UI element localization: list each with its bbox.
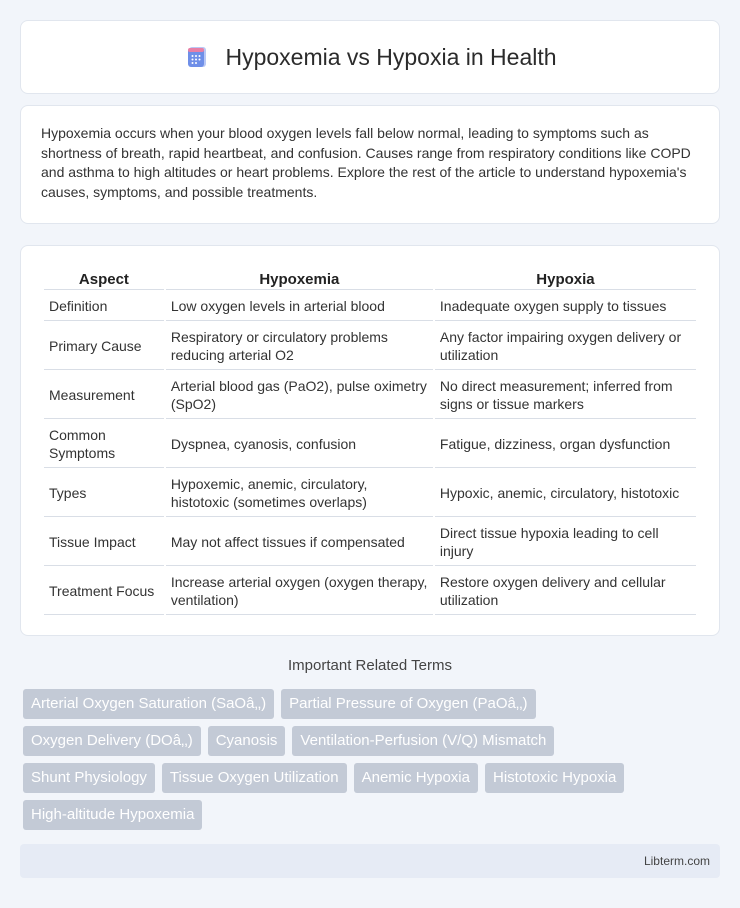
row-aspect: Tissue Impact [44,519,164,566]
row-hypoxemia: Arterial blood gas (PaO2), pulse oximetry (SpO2) [166,372,433,419]
row-hypoxemia: Respiratory or circulatory problems reducing arterial O2 [166,323,433,370]
tag-link[interactable]: Oxygen Delivery (DOâ‚‚) [23,726,201,756]
row-hypoxia: Restore oxygen delivery and cellular utilization [435,568,696,615]
table-row [44,519,696,566]
tag-link[interactable]: Arterial Oxygen Saturation (SaOâ‚‚) [23,689,274,719]
tag-link[interactable]: Tissue Oxygen Utilization [162,763,347,793]
table-row [44,292,696,321]
footer-site-link[interactable]: Libterm.com [643,854,710,868]
tag-link[interactable]: Anemic Hypoxia [354,763,478,793]
tag-link[interactable]: Partial Pressure of Oxygen (PaOâ‚‚) [281,689,535,719]
tag-row [23,689,723,719]
notebook-icon [183,43,211,71]
comparison-table [42,264,698,617]
row-hypoxemia: Low oxygen levels in arterial blood [166,292,433,321]
tag-link[interactable]: Ventilation-Perfusion (V/Q) Mismatch [292,726,554,756]
row-aspect: Primary Cause [44,323,164,370]
tag-link[interactable]: High-altitude Hypoxemia [23,800,202,830]
tag-link[interactable]: Shunt Physiology [23,763,155,793]
footer [20,844,720,878]
table-row [44,372,696,419]
header-aspect: Aspect [44,266,164,290]
table-row [44,568,696,615]
row-aspect: Common Symptoms [44,421,164,468]
row-hypoxia: Hypoxic, anemic, circulatory, histotoxic [435,470,696,517]
row-aspect: Types [44,470,164,517]
title-card [20,20,720,94]
row-hypoxemia: Hypoxemic, anemic, circulatory, histotoxic (sometimes overlaps) [166,470,433,517]
table-row [44,323,696,370]
intro-card [20,105,720,224]
row-hypoxemia: Increase arterial oxygen (oxygen therapy, ventilation) [166,568,433,615]
row-aspect: Treatment Focus [44,568,164,615]
row-hypoxia: Fatigue, dizziness, organ dysfunction [435,421,696,468]
row-hypoxia: Direct tissue hypoxia leading to cell injury [435,519,696,566]
intro-paragraph: Hypoxemia occurs when your blood oxygen levels fall below normal, leading to symptoms such as shortness of breath, rapid heartbeat, and confusion. Causes range from respiratory conditions like COPD and asthma to high altitudes or heart problems. Explore the rest of the article to understand hypoxemia's causes, symptoms, and possible treatments. [41,125,691,200]
tag-row [23,726,723,756]
related-terms-list [23,689,723,837]
page-title: Hypoxemia vs Hypoxia in Health [225,43,557,70]
table-row [44,421,696,468]
table-header-row [44,266,696,290]
header-hypoxemia: Hypoxemia [166,266,433,290]
row-hypoxia: No direct measurement; inferred from signs or tissue markers [435,372,696,419]
header-hypoxia: Hypoxia [435,266,696,290]
comparison-card [20,245,720,636]
row-hypoxemia: Dyspnea, cyanosis, confusion [166,421,433,468]
row-hypoxia: Inadequate oxygen supply to tissues [435,292,696,321]
tag-link[interactable]: Cyanosis [208,726,286,756]
row-aspect: Definition [44,292,164,321]
tag-row [23,763,723,793]
related-terms-heading: Important Related Terms [288,657,452,674]
table-row [44,470,696,517]
tag-row [23,800,723,830]
row-hypoxemia: May not affect tissues if compensated [166,519,433,566]
row-hypoxia: Any factor impairing oxygen delivery or utilization [435,323,696,370]
row-aspect: Measurement [44,372,164,419]
tag-link[interactable]: Histotoxic Hypoxia [485,763,624,793]
